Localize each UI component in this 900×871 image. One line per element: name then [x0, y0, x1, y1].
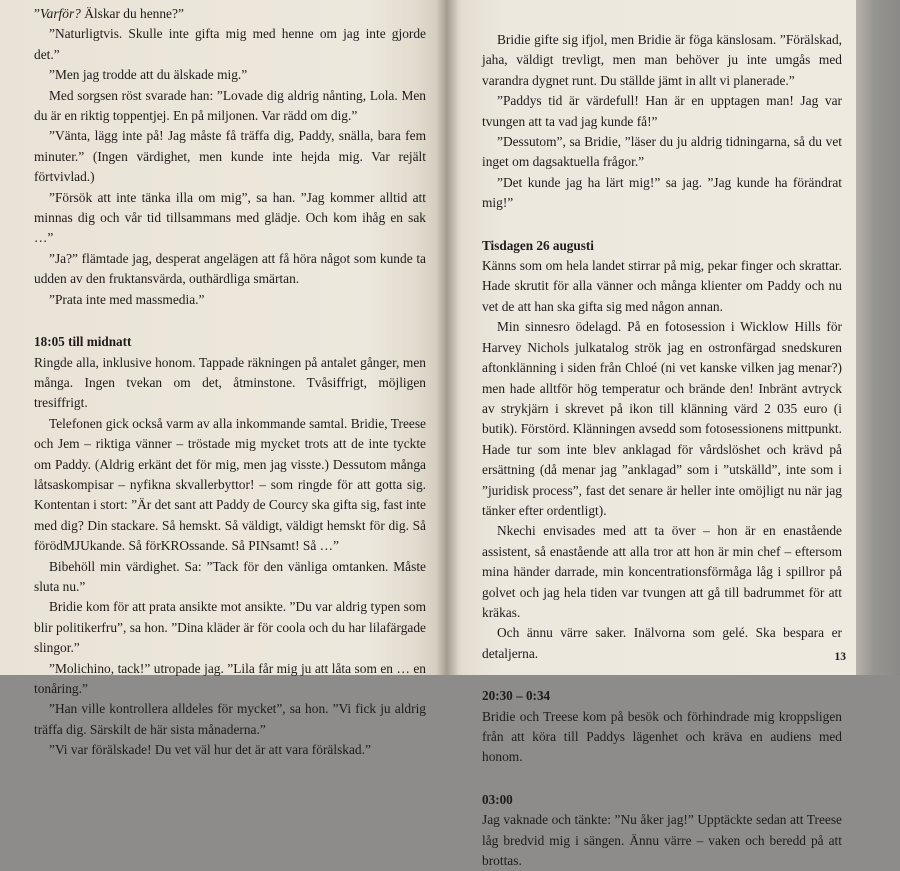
- section-spacer: [482, 664, 842, 686]
- section-spacer: [482, 768, 842, 790]
- paragraph: Telefonen gick också varm av alla inkommande samtal. Bridie, Treese och Jem – riktiga vänner – tröstade mig mycket trots att de inte tyckte om Paddy. (Aldrig erkänt det för mig, men jag visste.) Dessutom många låtsaskompisar – nyfikna skvallerbyttor! – som ringde för att gotta sig. Kontentan i stort: ”Är det sant att Paddy de Courcy ska gifta sig, fast inte med dig? Din stackare. Så hemskt. Så väldigt, väldigt hemskt för dig. Så förödMJUkande. Så förKROssande. Så PINsamt! Så …”: [34, 415, 426, 554]
- paragraph: Känns som om hela landet stirrar på mig, pekar finger och skrattar. Hade skrutit för alla vänner och många klienter om Paddy och nu vet de att han ska gifta sig med någon annan.: [482, 258, 842, 314]
- diary-time-heading: 03:00: [482, 791, 513, 807]
- paragraph: Och ännu värre saker. Inälvorna som gelé. Ska bespara er detaljerna.: [482, 625, 842, 661]
- paragraph: Bridie kom för att prata ansikte mot ansikte. ”Du var aldrig typen som blir politikerfru”, sa hon. ”Dina kläder är för coola och du har lilafärgade slingor.”: [34, 599, 426, 656]
- paragraph: ”Det kunde jag ha lärt mig!” sa jag. ”Jag kunde ha förändrat mig!”: [482, 174, 842, 211]
- paragraph: ”Vänta, lägg inte på! Jag måste få träffa dig, Paddy, snälla, bara fem minuter.” (Ingen värdighet, men kunde inte hejda mig. Var rejält förtvivlad.): [34, 128, 426, 185]
- page-edge-shadow: [856, 0, 900, 675]
- page-number: 13: [834, 650, 846, 663]
- paragraph: ”Prata inte med massmedia.”: [49, 291, 205, 307]
- paragraph: ”Dessutom”, sa Bridie, ”läser du ju aldrig tidningarna, så du vet inget om dagsaktuella frågor.”: [482, 134, 842, 170]
- right-page-text: [482, 30, 842, 871]
- paragraph: Bibehöll min värdighet. Sa: ”Tack för den vänliga omtanken. Måste sluta nu.”: [34, 558, 426, 594]
- right-page: [446, 0, 856, 869]
- paragraph: ”Men jag trodde att du älskade mig.”: [49, 67, 248, 83]
- paragraph: ”Varför? Älskar du henne?”: [34, 6, 184, 21]
- book-gutter: [436, 0, 458, 675]
- paragraph: Ringde alla, inklusive honom. Tappade räkningen på antalet gånger, men många. Ingen tvekan om det, åtminstone. Tvåsiffrigt, möjligen tresiffrigt.: [34, 354, 426, 411]
- section-spacer: [34, 310, 426, 332]
- paragraph: Jag vaknade och tänkte: ”Nu åker jag!” Upptäckte sedan att Treese låg bredvid mig i sängen. Ännu värre – vaken och beredd på att brottas.: [482, 812, 842, 869]
- paragraph: ”Naturligtvis. Skulle inte gifta mig med henne om jag inte gjorde det.”: [34, 26, 426, 62]
- left-page-text: [34, 4, 426, 761]
- section-spacer: [482, 214, 842, 236]
- paragraph: ”Ja?” flämtade jag, desperat angelägen att få höra något som kunde ta udden av den fruktansvärda, outhärdliga smärtan.: [34, 250, 426, 287]
- paragraph: ”Molichino, tack!” utropade jag. ”Lila får mig ju att låta som en … en tonåring.”: [34, 660, 426, 696]
- paragraph: Bridie och Treese kom på besök och förhindrade mig kroppsligen från att köra till Paddys lägenhet och kräva en audiens med honom.: [482, 708, 842, 765]
- paragraph: ”Försök att inte tänka illa om mig”, sa han. ”Jag kommer alltid att minnas dig och vår tid tillsammans med glädje. Och kom ihåg en sak …”: [34, 189, 426, 246]
- diary-time-heading: 20:30 – 0:34: [482, 688, 551, 704]
- paragraph: Nkechi envisades med att ta över – hon är en enastående assistent, så enastående att alla tror att hon är min chef – eftersom mina händer darrade, min koncentrationsförmåga låg i spillror på golvet och jag hela tiden var tvungen att gå till badrummet för att kräkas.: [482, 523, 842, 620]
- paragraph: ”Paddys tid är värdefull! Han är en upptagen man! Jag var tvungen att ta vad jag kunde få!”: [482, 93, 842, 129]
- paragraph: Min sinnesro ödelagd. På en fotosession i Wicklow Hills för Harvey Nichols julkatalog strök jag en ostronfärgad snedskuren aftonklänning i siden från Chloé (ni vet kanske vilken jag menar?) men hade alltför hög temperatur och brände den! Inbränt avtryck av strykjärn i skrevet på ikon till klänning värd 2 035 euro (i butik). Förstörd. Klänningen avsedd som fotosessionens mittpunkt. Hade tur som inte blev anklagad för vårdslöshet och krävd på ersättning (då menar jag ”anklagad” som i ”utskälld”, inte som i ”juridisk process”, fast det senare är heller inte omöjligt nu när jag tänker efter ordentligt).: [482, 319, 842, 518]
- diary-time-heading: 18:05 till midnatt: [34, 334, 132, 350]
- paragraph: ”Han ville kontrollera alldeles för mycket”, sa hon. ”Vi fick ju aldrig träffa dig. Särskilt de här sista månaderna.”: [34, 701, 426, 737]
- left-page: [0, 0, 446, 758]
- paragraph: ”Vi var förälskade! Du vet väl hur det är att vara förälskad.”: [49, 742, 371, 758]
- paragraph: Bridie gifte sig ifjol, men Bridie är föga känslosam. ”Förälskad, jaha, väldigt trevligt, men man behöver ju inte umgås med varandra dygnet runt. Du ställde jämt in allt vi planerade.”: [482, 32, 842, 88]
- paragraph: Med sorgsen röst svarade han: ”Lovade dig aldrig nånting, Lola. Men du är en riktig toppentjej. En på miljonen. Var rädd om dig.”: [34, 87, 426, 124]
- diary-time-heading: Tisdagen 26 augusti: [482, 237, 594, 253]
